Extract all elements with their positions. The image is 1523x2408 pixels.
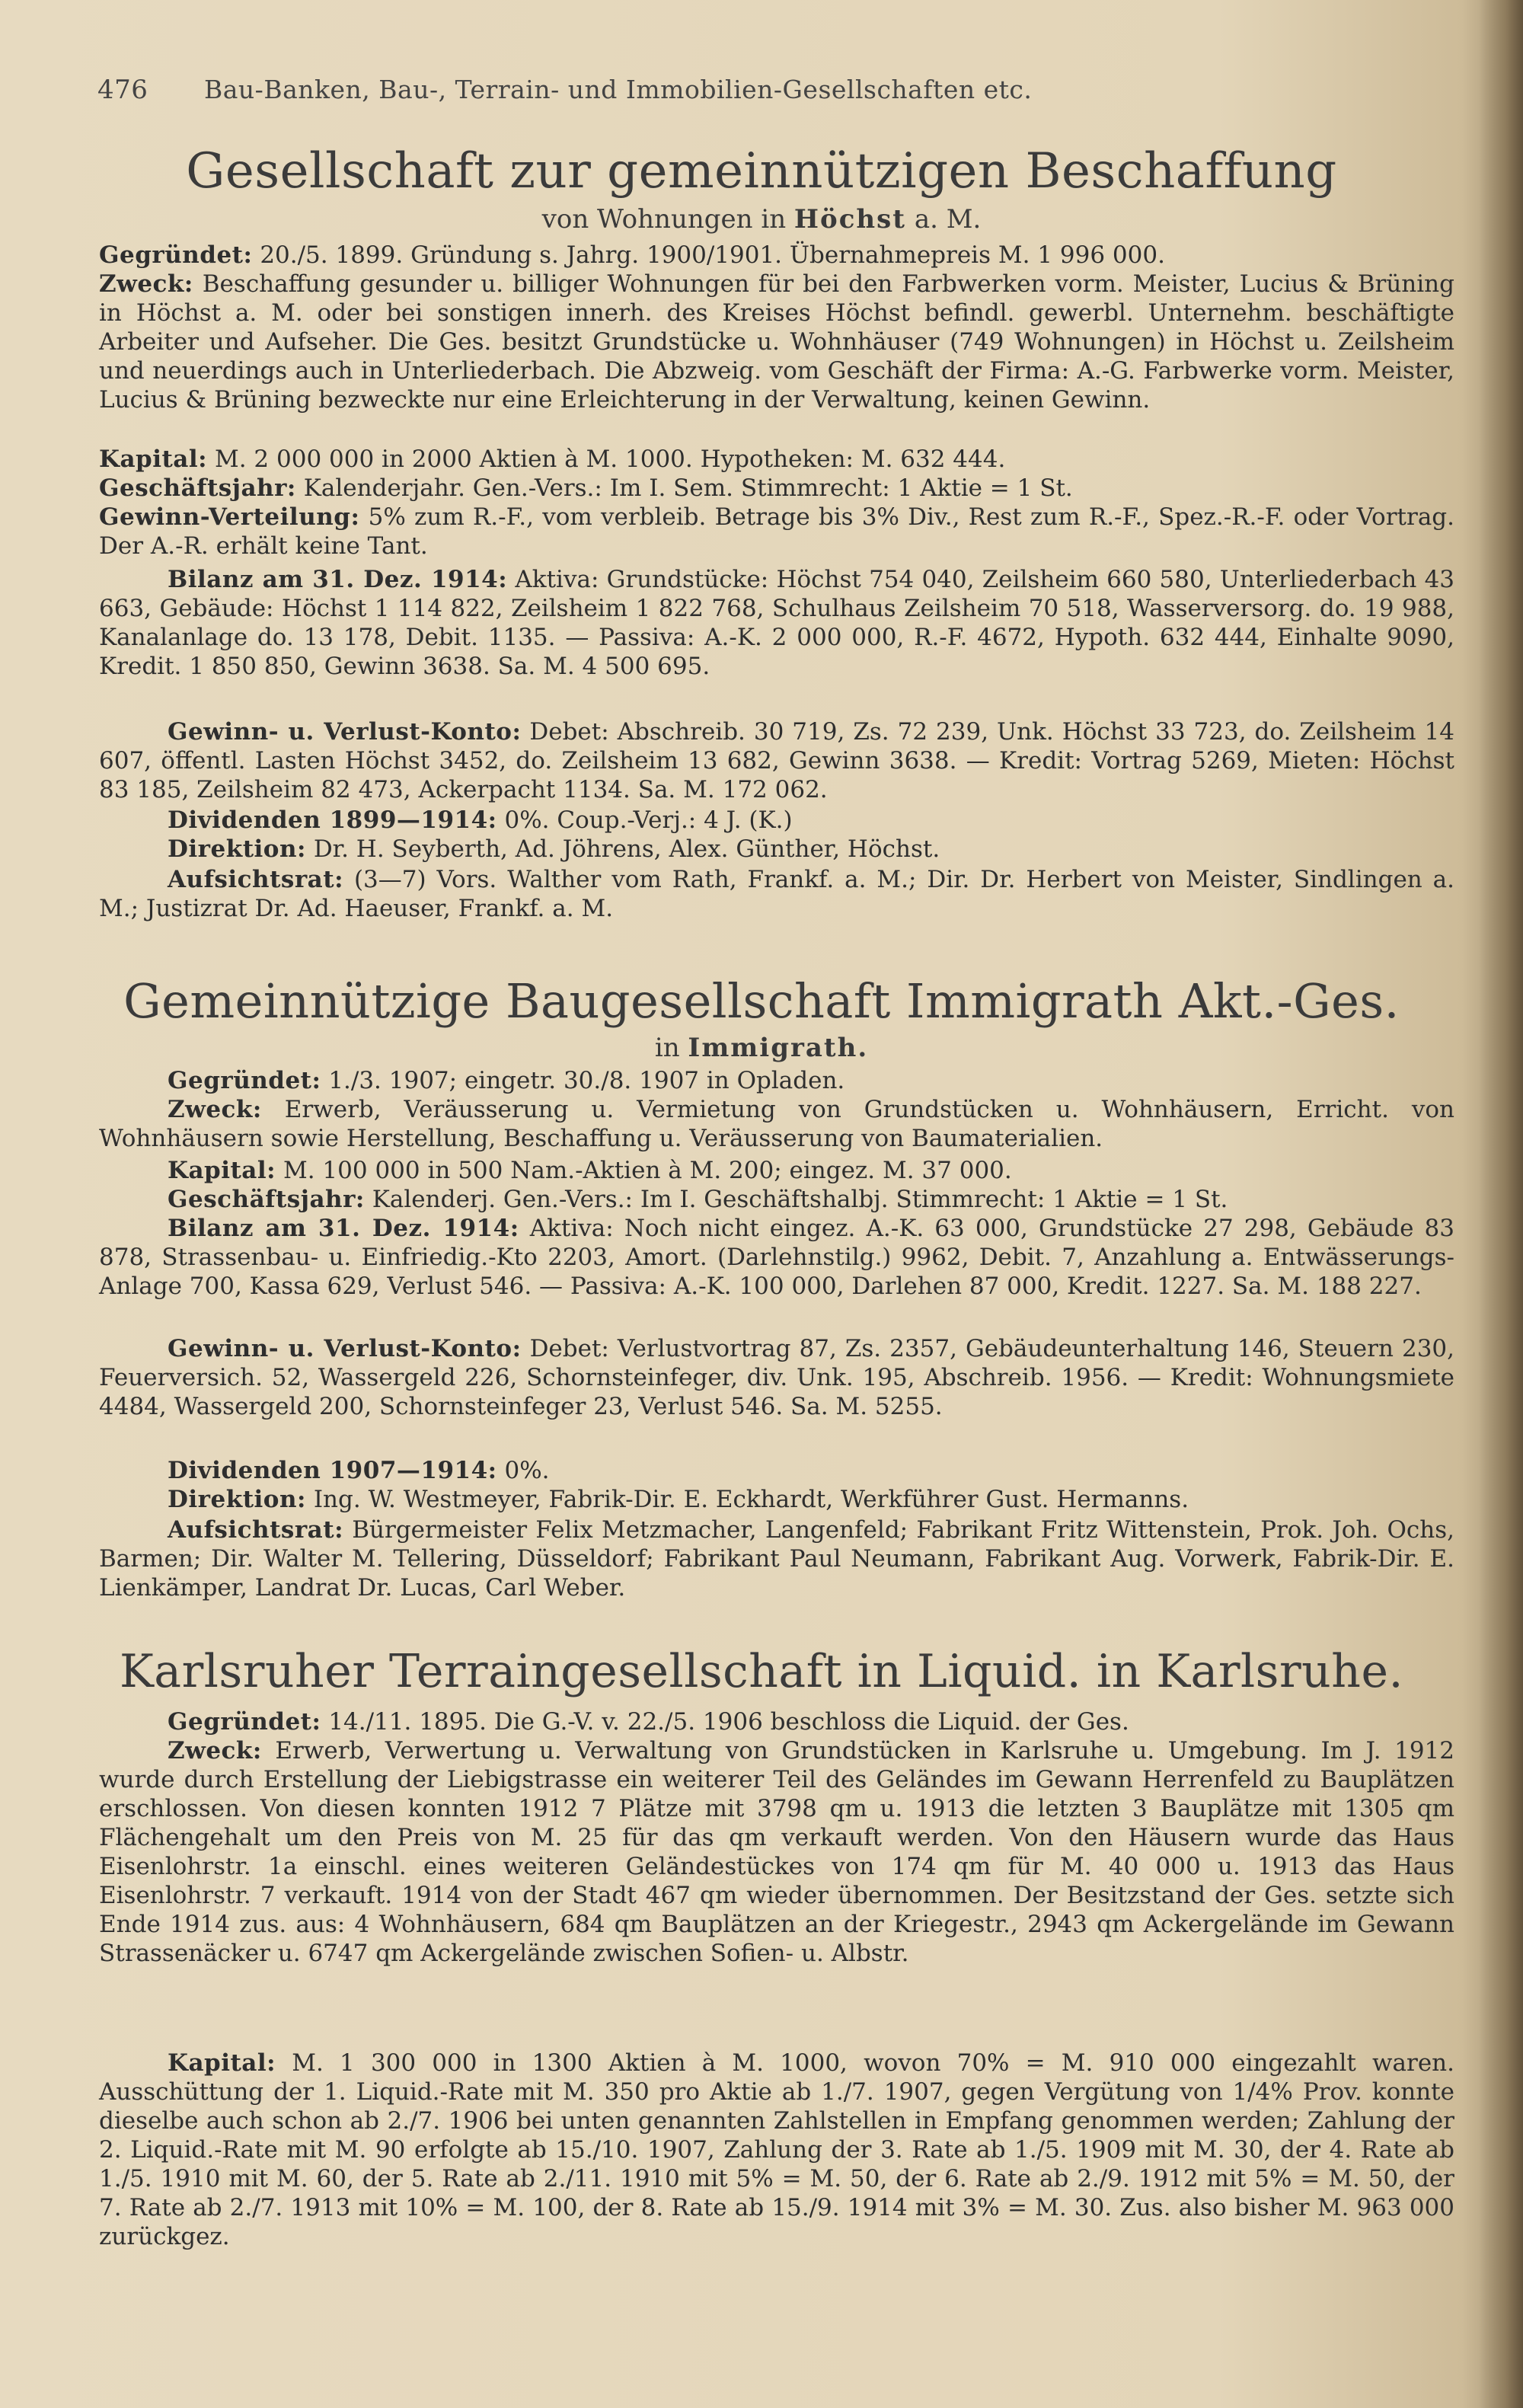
- s1-management: Direktion: Dr. H. Seyberth, Ad. Jöhrens, Alex. Günther, Höchst.: [168, 835, 940, 863]
- s2-supervisory-board: Aufsichtsrat: Bürgermeister Felix Metzmacher, Langenfeld; Fabrikant Fritz Wittenstein, Prok. Joh. Ochs, Barmen; Dir. Walter M. Tellering, Düsseldorf; Fabrikant Paul Neumann, Fabrikant Aug. Vorwerk, Fabrik-Dir. E. Lienkämper, Landrat Dr. Lucas, Carl Weber.: [99, 1516, 1454, 1602]
- s1-profit-loss: Gewinn- u. Verlust-Konto: Debet: Abschreib. 30 719, Zs. 72 239, Unk. Höchst 33 723, do. Zeilsheim 14 607, öffentl. Lasten Höchst 3452, do. Zeilsheim 13 682, Gewinn 3638. — Kredit: Vortrag 5269, Mieten: Höchst 83 185, Zeilsheim 82 473, Ackerpacht 1134. Sa. M. 172 062.: [99, 718, 1454, 803]
- s2-profit-loss: Gewinn- u. Verlust-Konto: Debet: Verlustvortrag 87, Zs. 2357, Gebäudeunterhaltung 146, Steuern 230, Feuerversich. 52, Wassergeld 226, Schornsteinfeger, div. Unk. 195, Abschreib. 1956. — Kredit: Wohnungsmiete 4484, Wassergeld 200, Schornsteinfeger 23, Verlust 546. Sa. M. 5255.: [99, 1335, 1454, 1420]
- section-1-subtitle: [0, 204, 1523, 235]
- s1-supervisory-board: Aufsichtsrat: (3—7) Vors. Walther vom Rath, Frankf. a. M.; Dir. Dr. Herbert von Meister, Sindlingen a. M.; Justizrat Dr. Ad. Haeuser, Frankf. a. M.: [99, 866, 1455, 922]
- s3-capital: Kapital: M. 1 300 000 in 1300 Aktien à M. 1000, wovon 70% = M. 910 000 eingezahlt waren. Ausschüttung der 1. Liquid.-Rate mit M. 350 pro Aktie ab 1./7. 1907, gegen Vergütung von 1/4% Prov. konnte dieselbe auch schon ab 2./7. 1906 bei unten genannten Zahlstellen in Empfang genommen werden; Zahlung der 2. Liquid.-Rate mit M. 90 erfolgte ab 15./10. 1907, Zahlung der 3. Rate ab 1./5. 1909 mit M. 30, der 4. Rate ab 1./5. 1910 mit M. 60, der 5. Rate ab 2./11. 1910 mit 5% = M. 50, der 6. Rate ab 2./9. 1912 mit 5% = M. 50, der 7. Rate ab 2./7. 1913 mit 10% = M. 100, der 8. Rate ab 15./9. 1914 mit 3% = M. 30. Zus. also bisher M. 963 000 zurückgez.: [99, 2049, 1454, 2250]
- s2-balance: Bilanz am 31. Dez. 1914: Aktiva: Noch nicht eingez. A.-K. 63 000, Grundstücke 27 298, Gebäude 83 878, Strassenbau- u. Einfriedig.-Kto 2203, Amort. (Darlehnstilg.) 9962, Debit. 7, Anzahlung a. Entwässerungs-Anlage 700, Kassa 629, Verlust 546. — Passiva: A.-K. 100 000, Darlehen 87 000, Kredit. 1227. Sa. M. 188 227.: [99, 1215, 1454, 1300]
- page-spine-shadow: [1479, 0, 1523, 2408]
- s2-purpose: Zweck: Erwerb, Veräusserung u. Vermietung von Grundstücken u. Wohnhäusern, Erricht. von Wohnhäusern sowie Herstellung, Beschaffung u. Veräusserung von Baumaterialien.: [99, 1096, 1454, 1152]
- section-1-title: Gesellschaft zur gemeinnützigen Beschaffung: [186, 143, 1337, 200]
- s3-founded: Gegründet: 14./11. 1895. Die G.-V. v. 22./5. 1906 beschloss die Liquid. der Ges.: [168, 1708, 1129, 1736]
- s1-purpose: Zweck: Beschaffung gesunder u. billiger Wohnungen für bei den Farbwerken vorm. Meister, Lucius & Brüning in Höchst a. M. oder bei sonstigen innerh. des Kreises Höchst befindl. gewerbl. Unternehm. beschäftigte Arbeiter und Aufseher. Die Ges. besitzt Grundstücke u. Wohnhäuser (749 Wohnungen) in Höchst u. Zeilsheim und neuerdings auch in Unterliederbach. Die Abzweig. vom Geschäft der Firma: A.-G. Farbwerke vorm. Meister, Lucius & Brüning bezweckte nur eine Erleichterung in der Verwaltung, keinen Gewinn.: [99, 270, 1454, 414]
- s2-founded: Gegründet: 1./3. 1907; eingetr. 30./8. 1907 in Opladen.: [168, 1067, 845, 1094]
- running-header: [97, 75, 1468, 105]
- section-3-title: Karlsruher Terraingesellschaft in Liquid. in Karlsruhe.: [119, 1645, 1404, 1698]
- section-2-subtitle-place: Immigrath.: [688, 1033, 869, 1063]
- s1-founded: Gegründet: 20./5. 1899. Gründung s. Jahrg. 1900/1901. Übernahmepreis M. 1 996 000.: [99, 241, 1165, 269]
- section-2-subtitle: [0, 1033, 1523, 1063]
- s1-dividends: Dividenden 1899—1914: 0%. Coup.-Verj.: 4 J. (K.): [168, 806, 793, 834]
- s1-capital: Kapital: M. 2 000 000 in 2000 Aktien à M. 1000. Hypotheken: M. 632 444.: [99, 446, 1006, 473]
- s1-balance: Bilanz am 31. Dez. 1914: Aktiva: Grundstücke: Höchst 754 040, Zeilsheim 660 580, Unterliederbach 43 663, Gebäude: Höchst 1 114 822, Zeilsheim 1 822 768, Schulhaus Zeilsheim 70 518, Wasserversorg. do. 19 988, Kanalanlage do. 13 178, Debit. 1135. — Passiva: A.-K. 2 000 000, R.-F. 4672, Hypoth. 632 444, Einhalte 9090, Kredit. 1 850 850, Gewinn 3638. Sa. M. 4 500 695.: [99, 566, 1455, 680]
- s3-purpose: Zweck: Erwerb, Verwertung u. Verwaltung von Grundstücken in Karlsruhe u. Umgebung. Im J. 1912 wurde durch Erstellung der Liebigstrasse ein weiterer Teil des Geländes im Gewann Herrenfeld zu Bauplätzen erschlossen. Von diesen konnten 1912 7 Plätze mit 3798 qm u. 1913 die letzten 3 Bauplätze mit 1305 qm Flächengehalt um den Preis von M. 25 für das qm verkauft werden. Von den Häusern wurde das Haus Eisenlohrstr. 1a einschl. eines weiteren Geländestückes von 174 qm für M. 40 000 u. 1913 das Haus Eisenlohrstr. 7 verkauft. 1914 von der Stadt 467 qm wieder übernommen. Der Besitzstand der Ges. setzte sich Ende 1914 zus. aus: 4 Wohnhäusern, 684 qm Bauplätzen an der Kriegestr., 2943 qm Ackergelände im Gewann Strassenäcker u. 6747 qm Ackergelände zwischen Sofien- u. Albstr.: [99, 1737, 1454, 1967]
- s2-management: Direktion: Ing. W. Westmeyer, Fabrik-Dir. E. Eckhardt, Werkführer Gust. Hermanns.: [168, 1486, 1189, 1513]
- s2-business-year: Geschäftsjahr: Kalenderj. Gen.-Vers.: Im I. Geschäftshalbj. Stimmrecht: 1 Aktie = 1 St.: [168, 1186, 1228, 1213]
- section-1-subtitle-prefix: von Wohnungen in: [541, 204, 787, 235]
- page-number: 476: [97, 75, 148, 105]
- s2-dividends: Dividenden 1907—1914: 0%.: [168, 1457, 550, 1484]
- s1-business-year: Geschäftsjahr: Kalenderjahr. Gen.-Vers.: Im I. Sem. Stimmrecht: 1 Aktie = 1 St.: [99, 474, 1073, 502]
- running-title: Bau-Banken, Bau-, Terrain- und Immobilien-Gesellschaften etc.: [204, 75, 1033, 104]
- s2-capital: Kapital: M. 100 000 in 500 Nam.-Aktien à M. 200; eingez. M. 37 000.: [168, 1157, 1012, 1184]
- section-2-title: Gemeinnützige Baugesellschaft Immigrath Akt.-Ges.: [123, 973, 1400, 1029]
- section-1-subtitle-place: Höchst: [793, 204, 906, 235]
- section-2-subtitle-prefix: in: [654, 1033, 680, 1063]
- s1-profit-distribution: Gewinn-Verteilung: 5% zum R.-F., vom verbleib. Betrage bis 3% Div., Rest zum R.-F., Spez.-R.-F. oder Vortrag. Der A.-R. erhält keine Tant.: [99, 503, 1454, 560]
- section-1-subtitle-suffix: a. M.: [914, 204, 982, 235]
